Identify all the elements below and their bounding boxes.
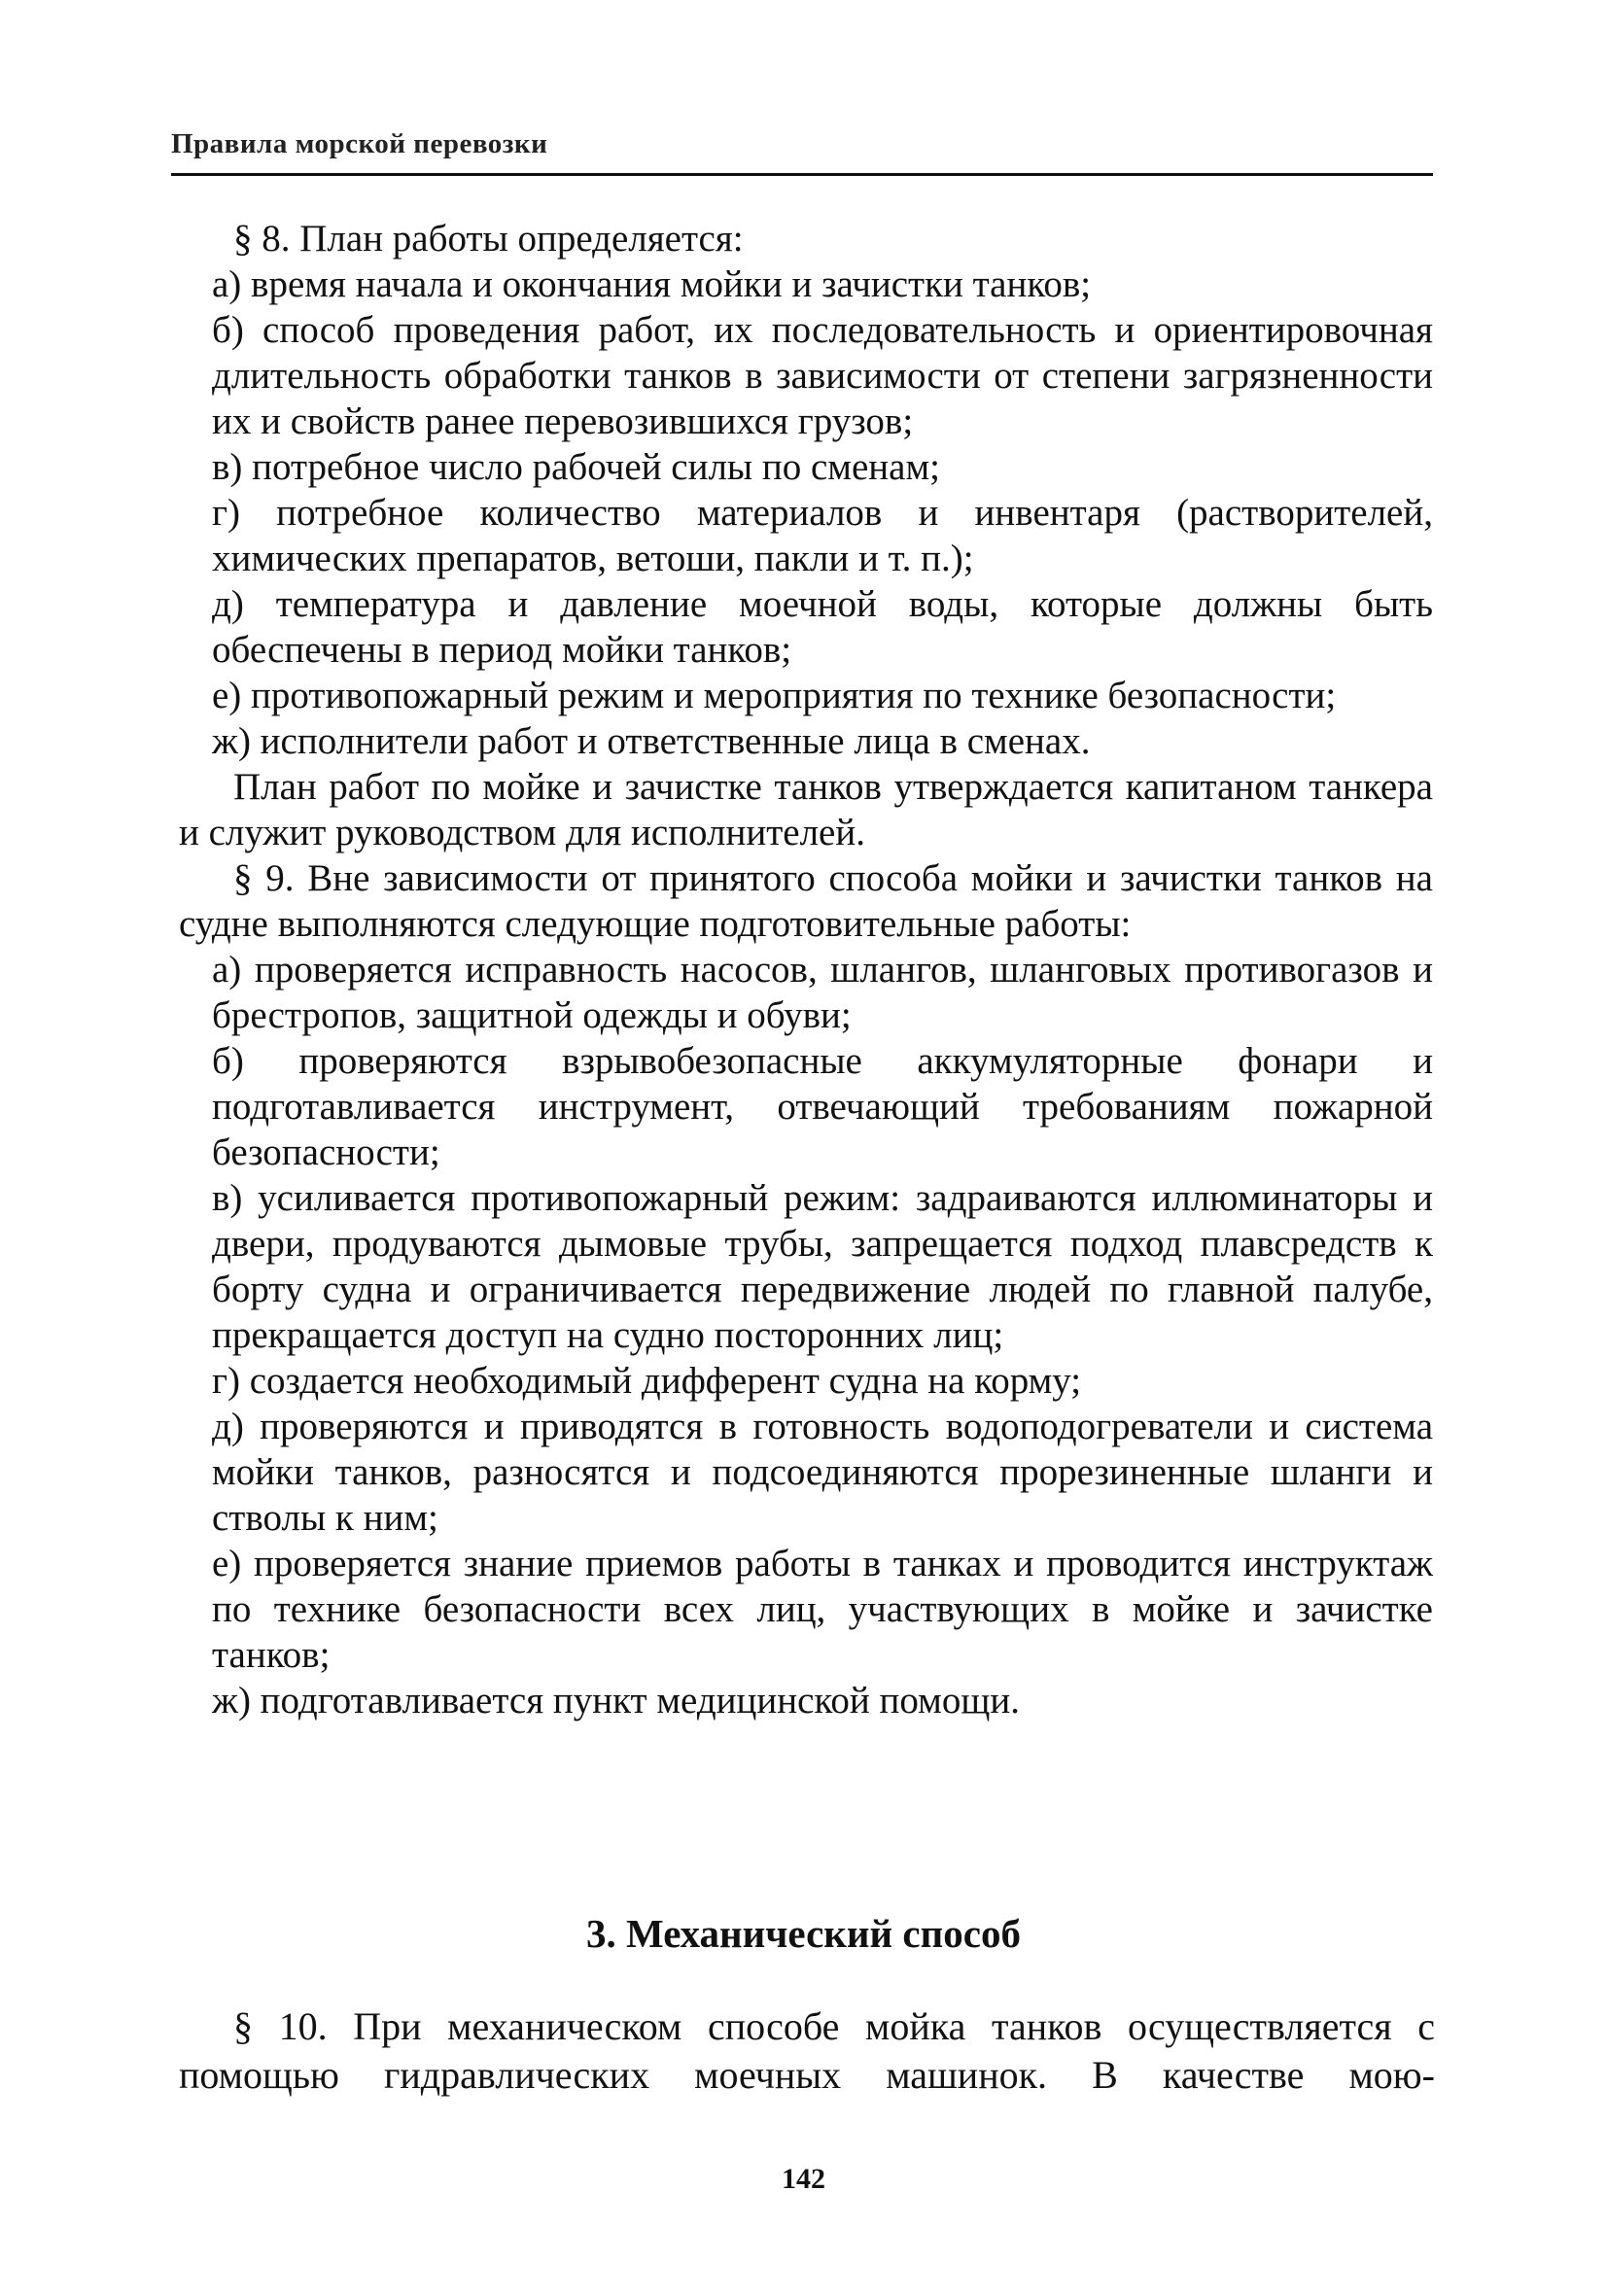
section-9-item-a: а) проверяется исправность насосов, шлангов, шланговых противогазов и брестропов, защитной одежды и обуви;	[212, 949, 1433, 1036]
section-8-item-b: б) способ проведения работ, их последовательность и ориентировочная длительность обработки танков в зависимости от степени загрязненности их и свойств ранее перевозившихся грузов;	[212, 309, 1433, 442]
section-9-item-b: б) проверяются взрывобезопасные аккумуляторные фонари и подготавливается инструмент, отвечающий требованиям пожарной безопасности;	[212, 1040, 1433, 1173]
section-8-closing: План работ по мойке и зачистке танков утверждается капитаном танкера и служит руководством для исполнителей.	[179, 766, 1433, 853]
section-8-item-v: в) потребное число рабочей силы по сменам;	[212, 446, 940, 488]
section-10-text: § 10. При механическом способе мойка танков осуществляется с помощью гидравлических моечных машинок. В качестве мою-	[179, 2004, 1435, 2097]
section-8-item-a: а) время начала и окончания мойки и зачистки танков;	[212, 263, 1092, 305]
section-8-item-d: д) температура и давление моечной воды, которые должны быть обеспечены в период мойки танков;	[212, 583, 1433, 671]
section-8-item-g: г) потребное количество материалов и инвентаря (растворителей, химических препаратов, ветоши, пакли и т. п.);	[212, 492, 1433, 579]
section-9-item-e: е) проверяется знание приемов работы в танках и проводится инструктаж по технике безопасности всех лиц, участвующих в мойке и зачистке танков;	[212, 1543, 1433, 1676]
section-8-item-e: е) противопожарный режим и мероприятия по технике безопасности;	[212, 675, 1337, 716]
section-9-item-g: г) создается необходимый дифферент судна на корму;	[212, 1360, 1082, 1402]
running-head: Правила морской перевозки	[171, 128, 548, 159]
section-8-item-zh: ж) исполнители работ и ответственные лица в сменах.	[212, 720, 1091, 762]
section-heading: 3. Механический способ	[586, 1911, 1021, 1956]
section-9-intro: § 9. Вне зависимости от принятого способа мойки и зачистки танков на судне выполняются следующие подготовительные работы:	[179, 857, 1433, 945]
header-rule	[171, 173, 1433, 176]
section-9-item-v: в) усиливается противопожарный режим: задраиваются иллюминаторы и двери, продуваются дымовые трубы, запрещается подход плавсредств к борту судна и ограничивается передвижение людей по главной палубе, прекращается доступ на судно посторонних лиц;	[212, 1177, 1433, 1356]
body-text	[179, 216, 1433, 1723]
section-9-item-d: д) проверяются и приводятся в готовность водоподогреватели и система мойки танков, разносятся и подсоединяются прорезиненные шланги и стволы к ним;	[212, 1406, 1433, 1539]
page-number: 142	[782, 2163, 825, 2195]
section-9-item-zh: ж) подготавливается пункт медицинской помощи.	[212, 1680, 1021, 1722]
section-8-intro: § 8. План работы определяется:	[233, 218, 744, 260]
